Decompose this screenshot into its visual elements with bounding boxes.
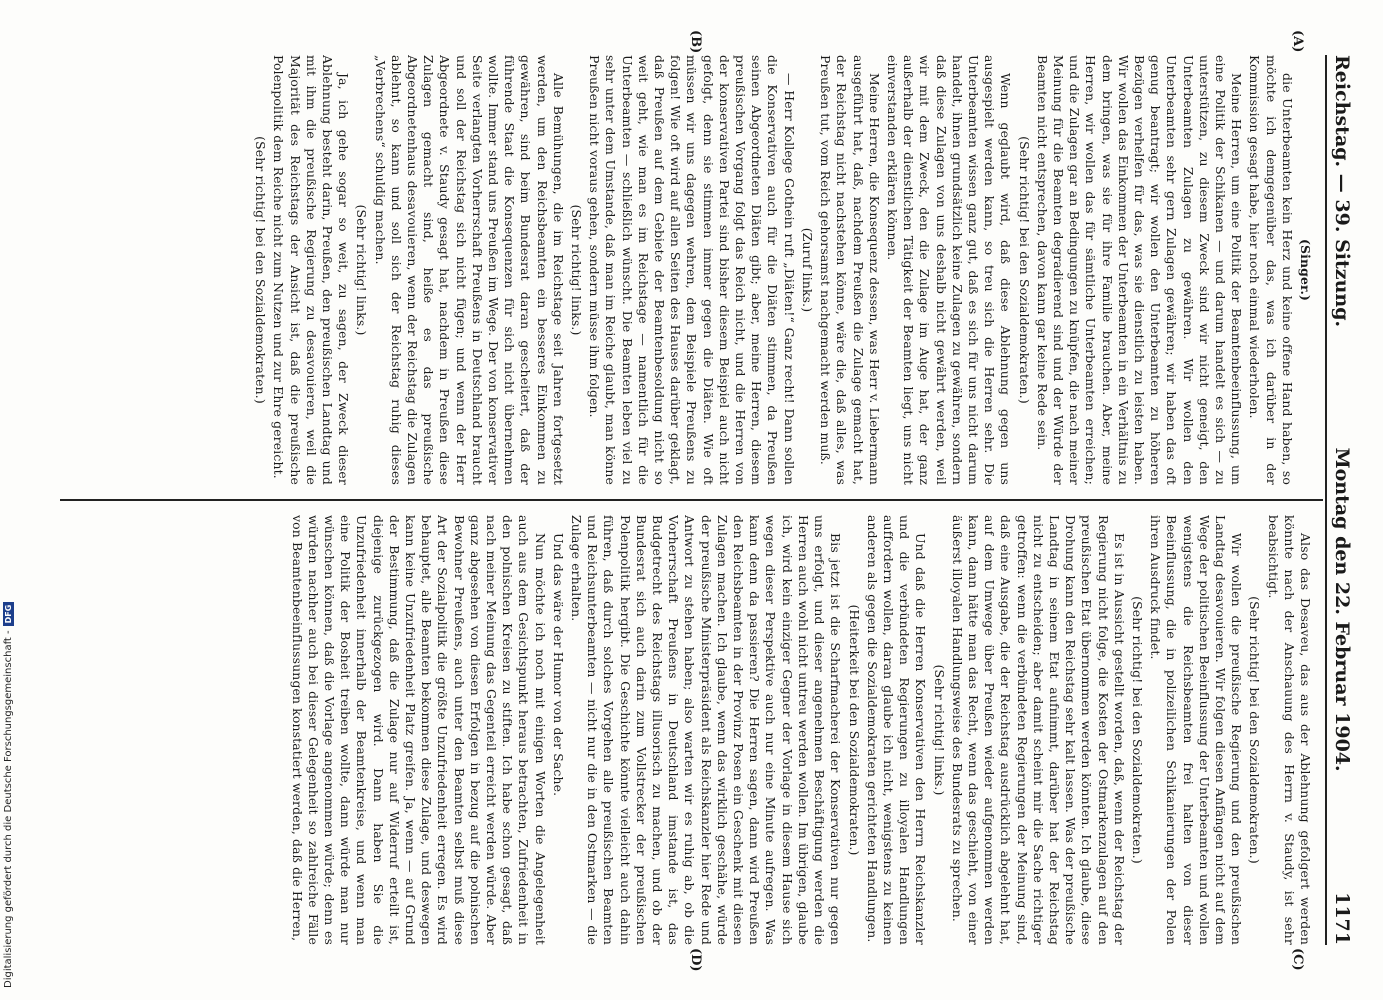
paragraph: Alle Bemühungen, die im Reichstage seit Jahren fortgesetzt werden, um den Reichsbeamten ein besseres Einkommen zu gewähren, sind beim Bundesrat daran gescheitert, daß der führende Staat die Konsequenzen für sich nicht übernehmen wollte. Immer stand uns Preußen im Wege. Der von konservativer Seite verlangten Vorherrschaft Preußens in Deutschland braucht und soll der Reichstag sich nicht fügen; und wenn der Herr Abgeordnete v. Staudy gesagt hat, nachdem in Preußen diese Zulagen gemacht sind, heiße es das preußische Abgeordnetenhaus desavouieren, wenn der Reichstag die Zulagen ablehnt, so kann und soll sich der Reichstag ruhig dieses „Verbrechens“ schuldig machen. — [372, 55, 566, 485]
margin-marker-c: (C) — [1290, 948, 1305, 971]
header-session: Reichstag. — 39. Sitzung. — [1331, 55, 1353, 328]
left-column — [60, 55, 1313, 485]
interjection: (Sehr richtig! bei den Sozialdemokraten.) — [253, 136, 269, 404]
paragraph: Und das wäre der Humor von der Sache. — [550, 533, 566, 797]
interjection: (Heiterkeit bei den Sozialdemokraten.) — [846, 604, 862, 856]
header-page-number: 1171 — [1331, 892, 1353, 945]
interjection: (Sehr richtig! links.) — [354, 204, 370, 336]
margin-marker-d: (D) — [688, 948, 703, 972]
credit-text: Digitalisierung gefördert durch die Deutsche Forschungsgemeinschaft - — [3, 630, 14, 988]
paragraph: Wir wollen die preußische Regierung und den preußischen Landtag desavouieren. Wir folgen diesen Anfängen nicht auf dem Wege der politischen Beeinflussung der Unterbeamten und wollen wenigstens die Reichsbeamten frei halten von dieser Beeinflussung, die in polizeilichen Schikanierungen der Polen ihren Ausdruck findet. — [1148, 515, 1245, 945]
paragraph: Bis jetzt ist die Scharfmacherei der Konservativen nur gegen uns erfolgt, und dieser angenehmen Beschäftigung werden die Herren auch wohl nicht untreu werden wollen. Im übrigen, glaube ich, wird kein einziger Gegner der Vorlage in diesem Hause sich wegen dieser Perspektive auch nur eine Minute aufregen. Was kann denn da passieren? Die Herren sagen, dann wird Preußen den Reichsbeamten in der Provinz Posen ein Geschenk mit diesen Zulagen machen. Ich glaube, wenn das wirklich geschähe, würde der preußische Ministerpräsident als Reichskanzler hier Rede und Antwort zu stehen haben; also warten wir es ruhig ab, ob die Vorherrschaft Preußens in Deutschland imstande ist, das Budgetrecht des Reichstags illusorisch zu machen, und ob der Bundesrat sich auch darin zum Vollstrecker der preußischen Polenpolitik hergibt. Die Geschichte könnte vielleicht auch dahin führen, daß durch solches Vorgehen alle preußischen Beamten und Reichsunterbeamten — nicht nur die in den Ostmarken — die Zulage erhalten. — [569, 515, 844, 945]
interjection: (Sehr richtig! links.) — [569, 204, 585, 336]
interjection: (Zuruf links.) — [799, 227, 815, 313]
column-divider — [60, 499, 1323, 501]
dfg-logo: DFG — [3, 602, 14, 627]
margin-marker-a: (A) — [1290, 30, 1305, 53]
paragraph: Nun möchte ich noch mit einigen Worten die Angelegenheit auch aus dem Gesichtspunkt heraus betrachten, Zufriedenheit in den polnischen Kreisen zu stiften. Ich habe schon gesagt, daß nach meiner Meinung das Gegenteil erreicht werden würde. Aber ganz abgesehen von diesen Erfolgen in bezug auf die polnischen Bewohner Preußens, auch unter den Beamten selbst muß diese Art der Sozialpolitik die größte Unzufriedenheit erregen. Es wird behauptet, alle Beamten bekommen diese Zulage, und deswegen kann keine Unzufriedenheit Platz greifen. Ja, wenn — auf Grund der Bestimmung, daß die Zulage nur auf Widerruf erteilt ist, diejenige zurückgezogen wird. Dann haben Sie die Unzufriedenheit innerhalb der Beamtenkreise, und wenn man eine Politik der Bosheit treiben wollte, dann würde man nur wünschen können, daß die Vorlage angenommen würde; denn es würden nachher auch bei dieser Gelegenheit so zahlreiche Fälle von Beamtenbeeinflussungen konstatiert werden, daß die Herren, — [289, 515, 548, 945]
interjection: (Sehr richtig! links.) — [931, 664, 947, 796]
paragraph: die Unterbeamten kein Herz und keine offene Hand haben, so möchte ich demgegenüber das, was ich darüber in der Kommission gesagt habe, hier noch einmal wiederholen. — [1247, 55, 1295, 485]
interjection: (Sehr richtig! bei den Sozialdemokraten.) — [1129, 596, 1145, 864]
paragraph: Und daß die Herren Konservativen den Herrn Reichskanzler und die verbündeten Regierungen zu illoyalen Handlungen auffordern wollen, daran glaube ich nicht, wenigstens zu keinen anderen als gegen die Sozialdemokraten gerichteten Handlungen. — [864, 515, 929, 945]
page-header — [1325, 55, 1365, 945]
interjection: (Sehr richtig! bei den Sozialdemokraten.) — [1247, 596, 1263, 864]
speaker-name: (Singer.) — [1298, 239, 1313, 301]
paragraph: Also das Desaveu, das aus der Ablehnung gefolgert werden könnte nach der Anschauung des Herrn v. Staudy, ist sehr beabsichtigt. — [1265, 515, 1313, 945]
right-column — [60, 515, 1313, 945]
paragraph: Wenn geglaubt wird, daß diese Ablehnung gegen uns ausgespielt werden kann, so treu sich die Herren sehr. Die Unterbeamten wissen ganz gut, daß es sich für uns nicht darum handelt, ihnen grundsätzlich keine Zulagen zu gewähren, sondern daß diese Zulagen von uns deshalb nicht gewährt werden, weil wir mit dem Zweck, den die Zulage im Auge hat, der ganz außerhalb der dienstlichen Tätigkeit der Beamten liegt, uns nicht einverstanden erklären können. — [884, 55, 1014, 485]
paragraph: Meine Herren, um eine Politik der Beamtenbeeinflussung, um eine Politik der Schikanen — und darum handelt es sich — zu unterstützen, zu diesem Zweck sind wir nicht geneigt, den Unterbeamten Zulagen zu gewähren. Wir wollen den Unterbeamten sehr gern Zulagen gewähren; wir haben das oft genug beantragt; wir wollen den Unterbeamten zu höheren Bezügen verhelfen für das, was sie dienstlich zu leisten haben. Wir wollen das Einkommen der Unterbeamten in ein Verhältnis zu dem bringen, was sie für ihre Familie brauchen. Aber, meine Herren, wir wollen das für sämtliche Unterbeamten erreichen; und die Zulagen gar an Bedingungen zu knüpfen, die nach meiner Meinung für die Beamten degradierend sind und der Würde der Beamten nicht entsprechen, davon kann gar keine Rede sein. — [1034, 55, 1245, 485]
header-date: Montag den 22. Februar 1904. — [1331, 447, 1353, 772]
paragraph: Meine Herren, die Konsequenz dessen, was Herr v. Liebermann ausgeführt hat, daß, nachdem Preußen die Zulage gemacht hat, der Reichstag nicht nachstehen könne, wäre die, daß alles, was Preußen tut, vom Reich gehorsamst nachgemacht werden muß. — [818, 55, 882, 485]
interjection: (Sehr richtig! bei den Sozialdemokraten.) — [1016, 136, 1032, 404]
paragraph: Ja, ich gehe sogar so weit, zu sagen, der Zweck dieser Ablehnung besteht darin, Preußen, den preußischen Landtag und mit ihm die preußische Regierung zu desavouieren, weil die Majorität des Reichstags der Ansicht ist, daß die preußische Polenpolitik dem Reiche nicht zum Nutzen und zur Ehre gereicht. — [271, 55, 352, 485]
margin-marker-b: (B) — [688, 30, 703, 54]
paragraph: Es ist in Aussicht gestellt worden, daß, wenn der Reichstag der Regierung nicht folge, die Kosten der Ostmarkenzulagen auf den preußischen Etat übernommen werden könnten. Ich glaube, diese Drohung kann den Reichstag sehr kalt lassen. Was der preußische Landtag in seinem Etat aufnimmt, darüber hat der Reichstag nicht zu entscheiden; aber damit scheint mir die Sache richtiger getroffen: wenn die verbündeten Regierungen der Meinung sind, daß eine Ausgabe, die der Reichstag ausdrücklich abgelehnt hat, auf dem Umwege über Preußen wieder aufgenommen werden kann, dann hätte man das Recht, wenn das geschieht, von einer äußerst illoyalen Handlungsweise des Bundesrats zu sprechen. — [949, 515, 1127, 945]
digitization-credit — [3, 602, 14, 988]
paragraph: — Herr Kollege Gothein ruft „Diäten!“ Ganz recht! Dann sollen die Konservativen auch für die Diäten stimmen, da Preußen seinen Abgeordneten Diäten gibt; aber, meine Herren, diesem preußischen Vorgang folgt das Reich nicht, und die Herren von der konservativen Partei sind bisher diesem Beispiel auch nicht gefolgt, denn sie stimmen immer gegen die Diäten. Wie oft müssen wir uns dagegen wehren, dem Beispiele Preußens zu folgen! Wie oft wird auf allen Seiten des Hauses darüber geklagt, daß Preußen auf dem Gebiete der Beamtenbesoldung nicht so weit geht, wie man es im Reichstage — namentlich für die Unterbeamten — schließlich wünscht. Die Beamten leben viel zu sehr unter dem Umstande, daß man im Reiche glaubt, man könne Preußen nicht voraus gehen, sondern müsse ihm folgen. — [587, 55, 797, 485]
